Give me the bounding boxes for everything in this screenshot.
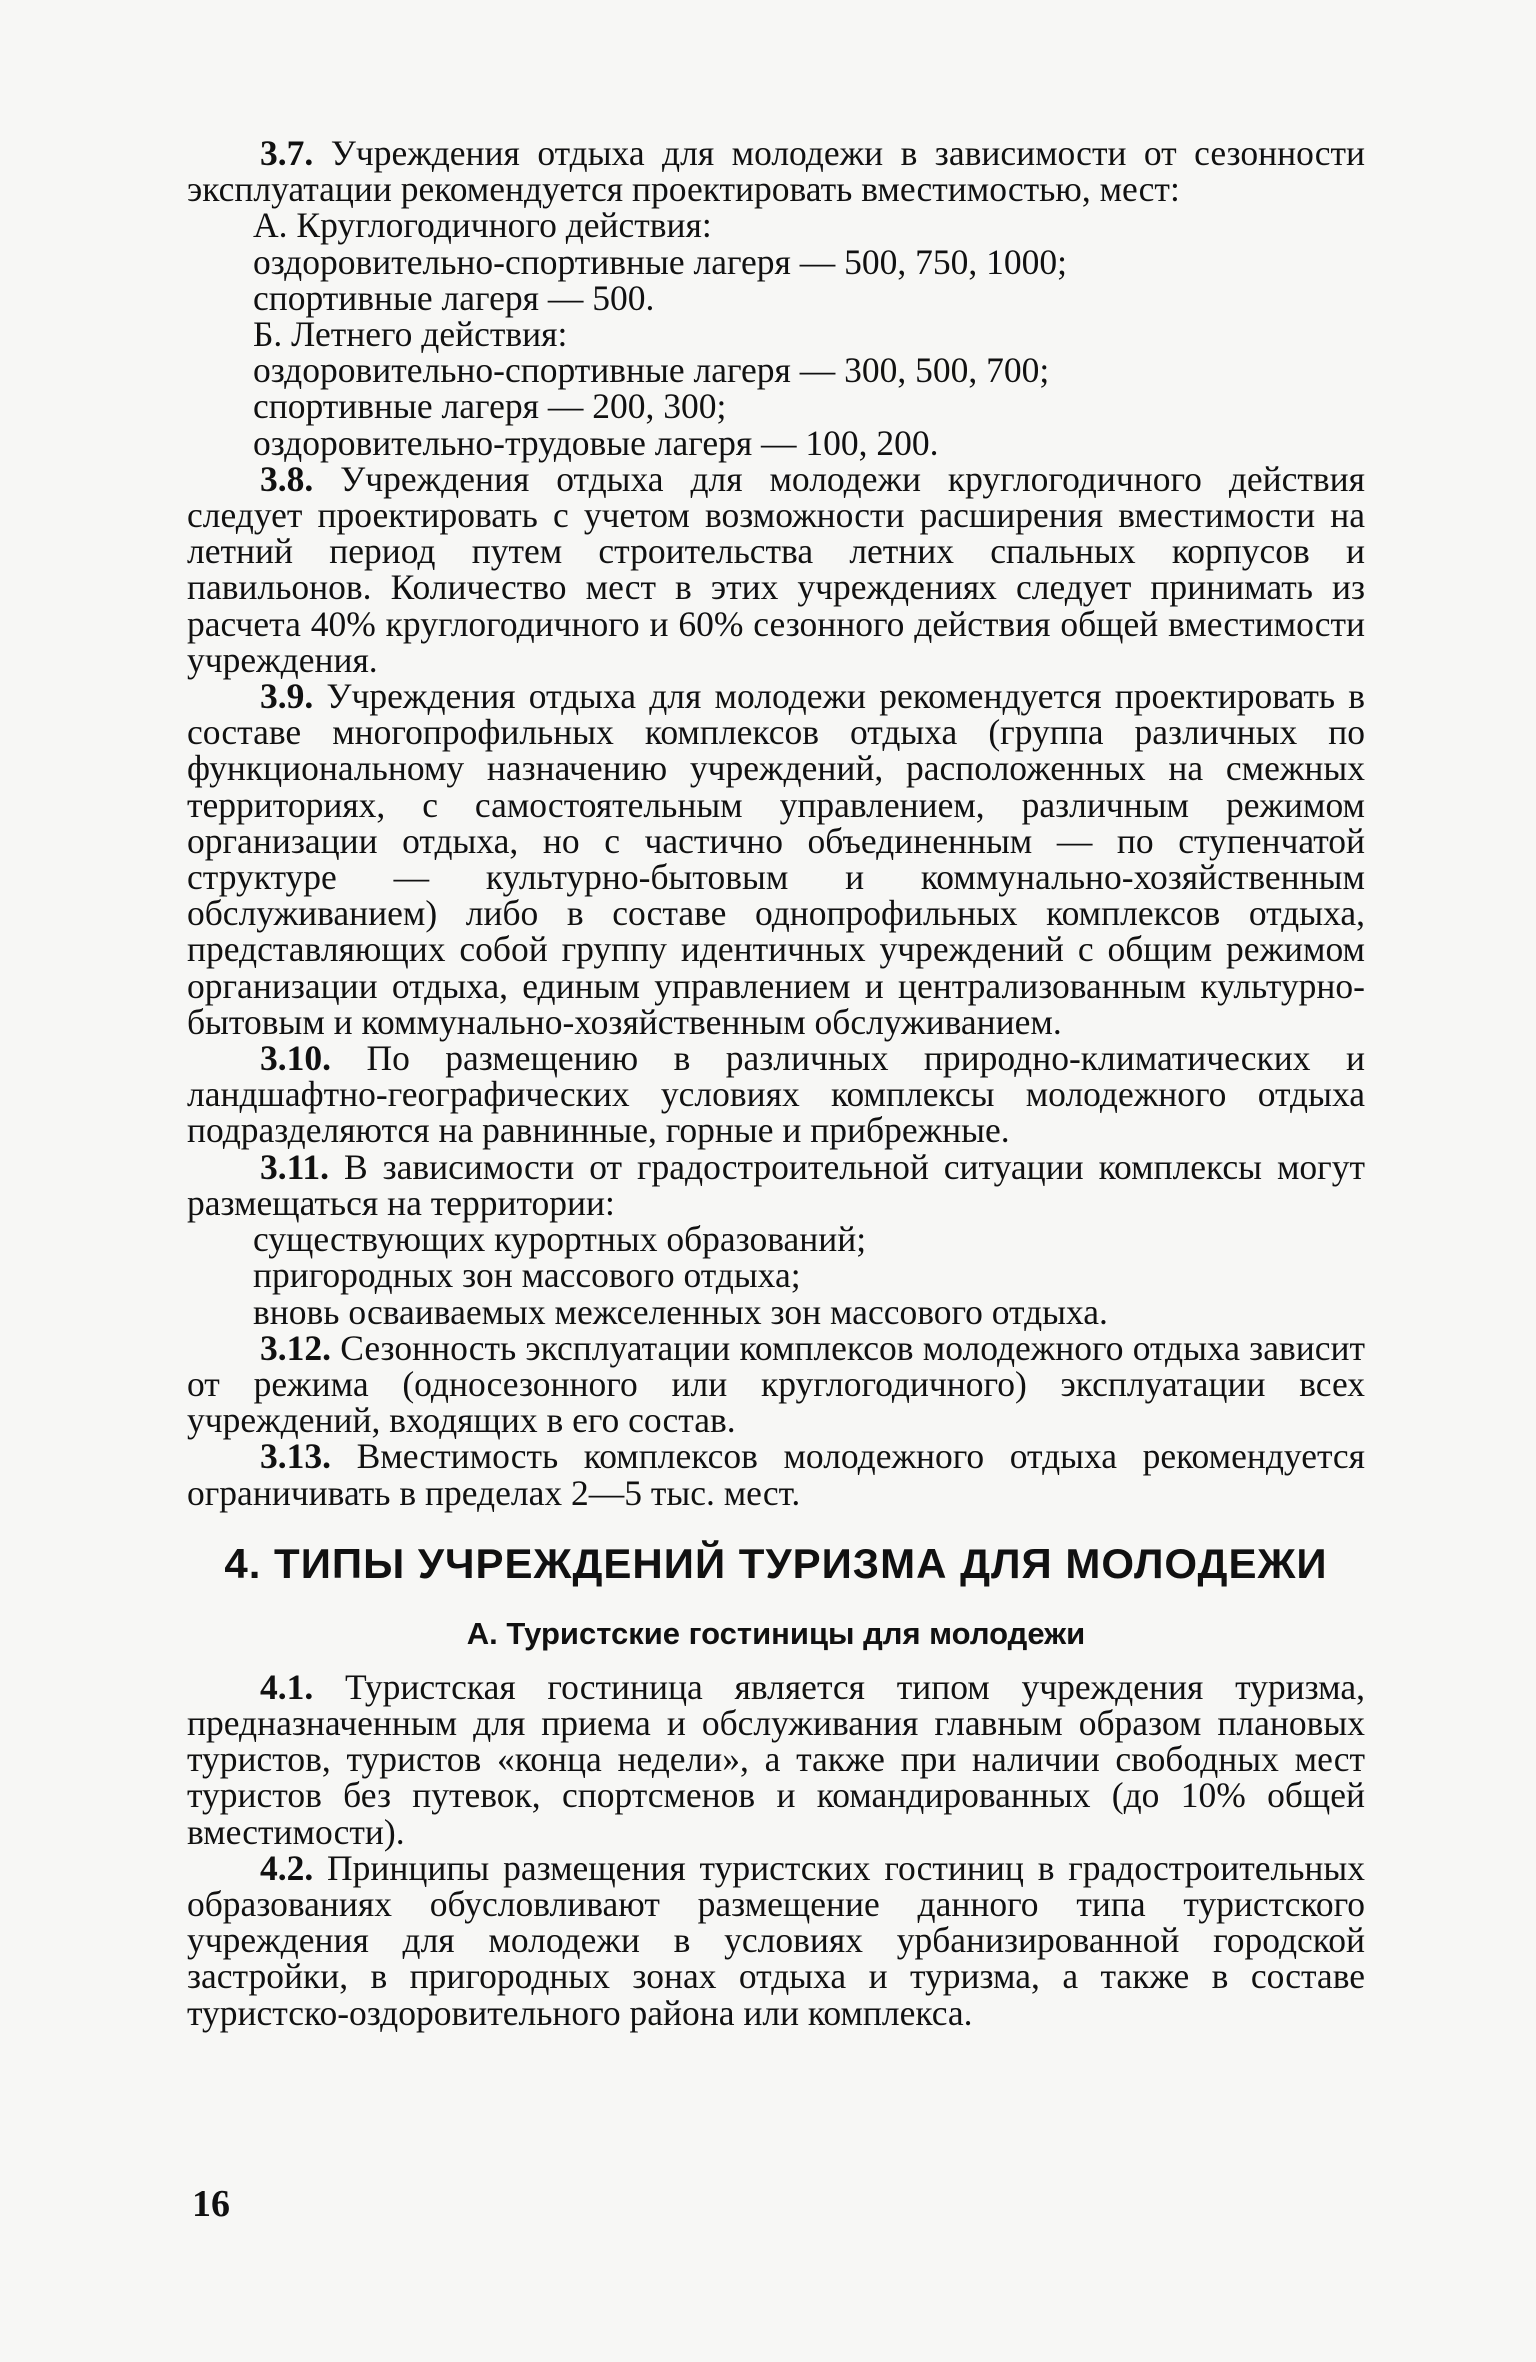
paragraph-text: В зависимости от градостроительной ситуации комплексы могут размещаться на территории:: [187, 1146, 1365, 1223]
paragraph-3-7: [187, 133, 1365, 210]
paragraph-3-13: [187, 1436, 1365, 1513]
paragraph-number: 3.13.: [260, 1436, 331, 1477]
list-item: [187, 241, 1365, 282]
list-item: [187, 422, 1365, 463]
list-item-text: оздоровительно-спортивные лагеря — 500, 750, 1000;: [253, 241, 1068, 282]
list-heading-text: А. Круглогодичного действия:: [253, 205, 712, 246]
list-heading: [187, 205, 1365, 246]
list-item: [187, 277, 1365, 318]
paragraph-number: 3.8.: [260, 458, 314, 499]
paragraph-3-9: [187, 678, 1365, 1040]
paragraph-3-10: [187, 1040, 1365, 1149]
paragraph-3-8: [187, 458, 1365, 680]
list-item-text: спортивные лагеря — 500.: [253, 277, 655, 318]
paragraph-text: По размещению в различных природно-климатических и ландшафтно-географических условиях комплексы молодежного отдыха подразделяются на равнинные, горные и прибрежные.: [187, 1038, 1365, 1151]
paragraph-3-11: [187, 1146, 1365, 1223]
subsection-title: А. Туристские гостиницы для молодежи: [466, 1615, 1086, 1651]
list-item: [187, 386, 1365, 427]
list-item-text: спортивные лагеря — 200, 300;: [253, 386, 727, 427]
paragraph-number: 3.7.: [260, 133, 314, 173]
section-title: 4. ТИПЫ УЧРЕЖДЕНИЙ ТУРИЗМА ДЛЯ МОЛОДЕЖИ: [224, 1539, 1328, 1587]
paragraph-text: Учреждения отдыха для молодежи в зависимости от сезонности эксплуатации рекомендуется проектировать вместимостью, мест:: [187, 133, 1365, 210]
paragraph-number: 3.11.: [260, 1146, 330, 1187]
list-heading-text: Б. Летнего действия:: [253, 314, 568, 355]
paragraph-number: 3.10.: [260, 1038, 331, 1079]
paragraph-3-12: [187, 1327, 1365, 1441]
paragraph-text: Учреждения отдыха для молодежи круглогодичного действия следует проектировать с учетом возможности расширения вместимости на летний период путем строительства летних спальных корпусов и павильонов. Количество мест в этих учреждениях следует принимать из расчета 40% круглогодичного и 60% сезонного действия общей вместимости учреждения.: [187, 458, 1365, 680]
list-item-text: оздоровительно-спортивные лагеря — 300, 500, 700;: [253, 350, 1050, 391]
list-item: [187, 1255, 1365, 1296]
body-text: [187, 135, 1365, 2031]
list-item-text: вновь осваиваемых межселенных зон массового отдыха.: [253, 1291, 1108, 1332]
paragraph-number: 3.9.: [260, 676, 314, 717]
paragraph-number: 4.2.: [260, 1847, 314, 1888]
list-item: [187, 1291, 1365, 1332]
paragraph-text: Туристская гостиница является типом учреждения туризма, предназначенным для приема и обслуживания главным образом плановых туристов, туристов «конца недели», а также при наличии свободных мест туристов без путевок, спортсменов и командированных (до 10% общей вместимости).: [187, 1666, 1365, 1852]
list-item-text: оздоровительно-трудовые лагеря — 100, 200.: [253, 422, 939, 463]
paragraph-text: Учреждения отдыха для молодежи рекомендуется проектировать в составе многопрофильных комплексов отдыха (группа различных по функциональному назначению учреждений, расположенных на смежных территориях, с самостоятельным управлением, различным режимом организации отдыха, но с частично объединенным — по ступенчатой структуре — культурно-бытовым и коммунально-хозяйственным обслуживанием) либо в составе однопрофильных комплексов отдыха, представляющих собой группу идентичных учреждений с общим режимом организации отдыха, единым управлением и централизованным культурно-бытовым и коммунально-хозяйственным обслуживанием.: [187, 676, 1365, 1042]
page-number: 16: [192, 2183, 230, 2225]
paragraph-number: 3.12.: [260, 1327, 331, 1368]
paragraph-number: 4.1.: [260, 1666, 314, 1707]
list-item-text: пригородных зон массового отдыха;: [253, 1255, 801, 1296]
paragraph-4-1: [187, 1666, 1365, 1852]
list-item: [187, 1219, 1365, 1260]
list-item-text: существующих курортных образований;: [253, 1219, 867, 1260]
paragraph-4-2: [187, 1847, 1365, 2033]
paragraph-text: Принципы размещения туристских гостиниц в градостроительных образованиях обусловливают размещение данного типа туристского учреждения для молодежи в условиях урбанизированной городской застройки, в пригородных зонах отдыха и туризма, а также в составе туристско-оздоровительного района или комплекса.: [187, 1847, 1365, 2033]
paragraph-text: Сезонность эксплуатации комплексов молодежного отдыха зависит от режима (односезонного или круглогодичного) эксплуатации всех учреждений, входящих в его состав.: [187, 1327, 1365, 1441]
list-item: [187, 350, 1365, 391]
list-heading: [187, 314, 1365, 355]
paragraph-text: Вместимость комплексов молодежного отдыха рекомендуется ограничивать в пределах 2—5 тыс. мест.: [187, 1436, 1365, 1513]
